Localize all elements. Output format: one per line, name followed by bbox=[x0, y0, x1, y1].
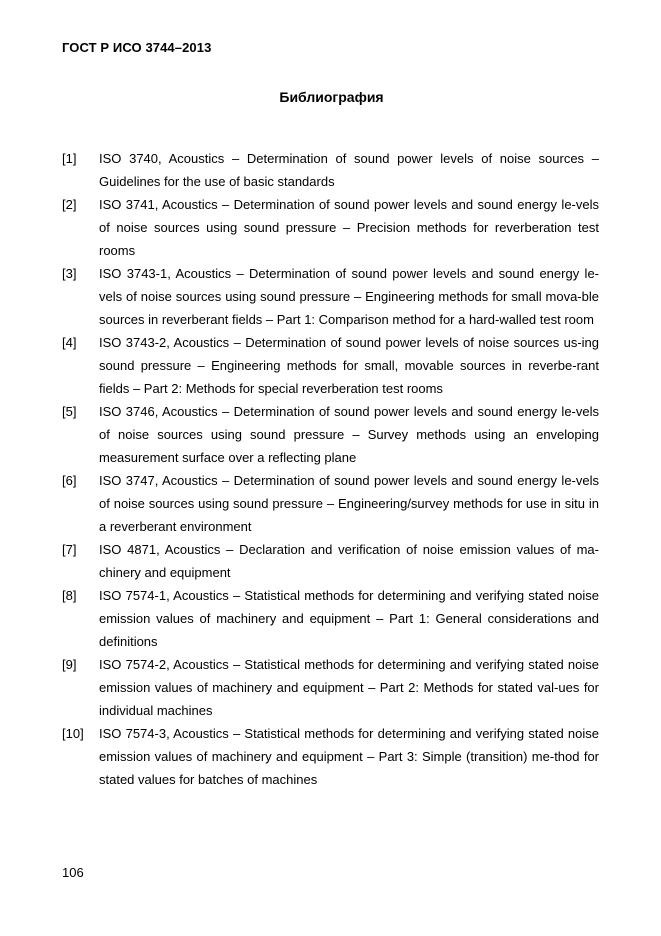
page-title bbox=[0, 89, 661, 105]
reference-number: [7] bbox=[62, 542, 77, 557]
bibliography-item bbox=[62, 193, 599, 262]
reference-text: ISO 3747, Acoustics – Determination of sound power levels and sound energy le-vels of noise sources using sound pressure – Engineering/survey methods for use in situ in a reverberant environment bbox=[99, 473, 599, 534]
bibliography-item bbox=[62, 653, 599, 722]
reference-text: ISO 3743-1, Acoustics – Determination of sound power levels and sound energy le-vels of noise sources using sound pressure – Engineering methods for small mova-ble sources in reverberant fields – Part 1: Comparison method for a hard-walled test room bbox=[99, 266, 599, 327]
reference-text: ISO 3743-2, Acoustics – Determination of sound power levels of noise sources us-ing sound pressure – Engineering methods for small, movable sources in reverbe-rant fields – Part 2: Methods for special reverberation test rooms bbox=[99, 335, 599, 396]
bibliography-item bbox=[62, 538, 599, 584]
reference-text: ISO 7574-1, Acoustics – Statistical methods for determining and verifying stated noise emission values of machinery and equipment – Part 1: General considerations and definitions bbox=[99, 588, 599, 649]
reference-number: [1] bbox=[62, 151, 77, 166]
reference-number: [6] bbox=[62, 473, 77, 488]
bibliography-item bbox=[62, 331, 599, 400]
reference-number: [5] bbox=[62, 404, 77, 419]
reference-number: [2] bbox=[62, 197, 77, 212]
reference-number: [4] bbox=[62, 335, 77, 350]
page-number: 106 bbox=[62, 865, 84, 880]
bibliography-item bbox=[62, 147, 599, 193]
reference-text: ISO 3741, Acoustics – Determination of sound power levels and sound energy le-vels of noise sources using sound pressure – Precision methods for reverberation test rooms bbox=[99, 197, 599, 258]
bibliography-item bbox=[62, 400, 599, 469]
bibliography-item bbox=[62, 722, 599, 791]
document-header: ГОСТ Р ИСО 3744–2013 bbox=[62, 40, 212, 55]
reference-text: ISO 7574-2, Acoustics – Statistical methods for determining and verifying stated noise emission values of machinery and equipment – Part 2: Methods for stated val-ues for individual machines bbox=[99, 657, 599, 718]
reference-number: [9] bbox=[62, 657, 77, 672]
reference-text: ISO 3740, Acoustics – Determination of sound power levels of noise sources – Guidelines for the use of basic standards bbox=[99, 151, 599, 189]
reference-text: ISO 3746, Acoustics – Determination of sound power levels and sound energy le-vels of noise sources using sound pressure – Survey methods using an enveloping measurement surface over a reflecting plane bbox=[99, 404, 599, 465]
reference-text: ISO 7574-3, Acoustics – Statistical methods for determining and verifying stated noise emission values of machinery and equipment – Part 3: Simple (transition) me-thod for stated values for batches of machines bbox=[99, 726, 599, 787]
bibliography-item bbox=[62, 262, 599, 331]
bibliography-item bbox=[62, 584, 599, 653]
reference-text: ISO 4871, Acoustics – Declaration and verification of noise emission values of ma-chinery and equipment bbox=[99, 542, 599, 580]
page-title-text: Библиография bbox=[279, 89, 384, 105]
reference-number: [3] bbox=[62, 266, 77, 281]
reference-number: [8] bbox=[62, 588, 77, 603]
bibliography-item bbox=[62, 469, 599, 538]
bibliography-list bbox=[62, 147, 599, 791]
reference-number: [10] bbox=[62, 726, 84, 741]
